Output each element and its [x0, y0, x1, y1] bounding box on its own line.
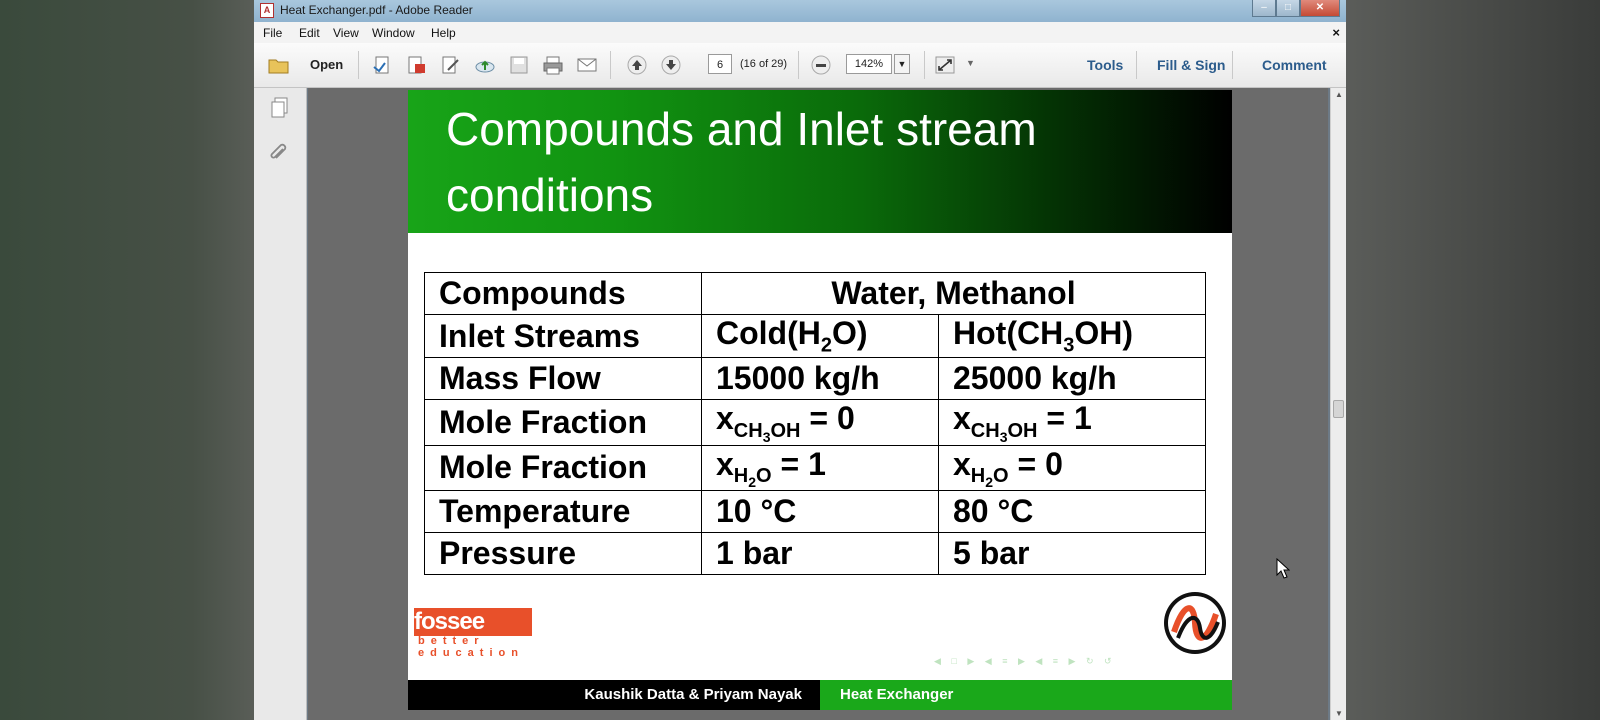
table-row: Pressure 1 bar 5 bar — [425, 533, 1206, 575]
zoom-dropdown-icon[interactable]: ▼ — [894, 54, 910, 74]
zoom-level-input[interactable]: 142% — [846, 54, 892, 74]
fit-page-icon[interactable] — [934, 55, 956, 75]
next-page-icon[interactable] — [660, 55, 682, 75]
email-icon[interactable] — [576, 55, 598, 75]
slide-title: Compounds and Inlet stream conditions — [446, 103, 1037, 221]
customize-toolbar-icon[interactable]: ▼ — [966, 58, 975, 68]
fossee-logo: fossee better education — [414, 608, 534, 660]
vertical-scrollbar[interactable] — [1330, 88, 1346, 720]
adobe-reader-window — [254, 0, 1346, 720]
comment-link[interactable]: Comment — [1262, 57, 1327, 73]
page-number-input[interactable]: 6 — [708, 54, 732, 74]
previous-page-icon[interactable] — [626, 55, 648, 75]
save-icon[interactable] — [508, 55, 530, 75]
export-pdf-icon[interactable] — [406, 55, 428, 75]
navigation-panel — [254, 88, 307, 720]
minimize-button[interactable]: – — [1252, 0, 1276, 17]
table-row: Mass Flow 15000 kg/h 25000 kg/h — [425, 358, 1206, 400]
maximize-button[interactable]: □ — [1276, 0, 1300, 17]
title-bar — [254, 0, 1346, 22]
fill-and-sign-link[interactable]: Fill & Sign — [1157, 57, 1226, 73]
cloud-upload-icon[interactable] — [474, 55, 496, 75]
table-row: Compounds Water, Methanol — [425, 273, 1206, 315]
zoom-out-icon[interactable] — [810, 55, 832, 75]
tools-link[interactable]: Tools — [1087, 57, 1124, 73]
inlet-conditions-table — [424, 272, 1206, 575]
footer-topic: Heat Exchanger — [820, 680, 1232, 710]
page-thumbnails-icon[interactable] — [268, 96, 292, 120]
window-title: Heat Exchanger.pdf - Adobe Reader — [280, 3, 473, 17]
menu-window[interactable]: Window — [372, 26, 415, 40]
create-pdf-icon[interactable] — [372, 55, 394, 75]
close-document-icon[interactable]: × — [1332, 25, 1340, 40]
mouse-cursor-icon — [1276, 558, 1290, 580]
open-button[interactable]: Open — [310, 57, 344, 72]
pdf-app-icon: A — [260, 3, 274, 18]
menu-help[interactable]: Help — [431, 26, 456, 40]
table-row: Inlet Streams $Cold(H_2O)$ $Hot(CH_3OH)$ — [425, 315, 1206, 358]
scroll-thumb[interactable] — [1333, 400, 1344, 418]
beamer-navigation-icons[interactable]: ◀ □ ▶ ◀ ≡ ▶ ◀ ≡ ▶ ↻ ↺ — [934, 656, 1116, 666]
attachments-icon[interactable] — [268, 140, 292, 164]
close-window-button[interactable]: ✕ — [1300, 0, 1340, 17]
scroll-up-icon[interactable]: ▲ — [1335, 90, 1343, 99]
table-row: Mole Fraction $x_{H_2O} = 1$ $x_{H_2O} = 0$ — [425, 445, 1206, 490]
table-row: Temperature 10 °C 80 °C — [425, 491, 1206, 533]
footer-authors: Kaushik Datta & Priyam Nayak — [408, 680, 820, 710]
edit-pdf-icon[interactable] — [440, 55, 462, 75]
pdf-page — [408, 90, 1232, 710]
menu-bar — [254, 22, 1346, 44]
slide-header — [408, 90, 1232, 233]
iit-bombay-logo — [1164, 592, 1226, 654]
print-icon[interactable] — [542, 55, 564, 75]
open-folder-icon[interactable] — [268, 55, 290, 75]
page-count: (16 of 29) — [740, 58, 788, 70]
menu-view[interactable]: View — [333, 26, 359, 40]
toolbar — [254, 43, 1346, 88]
menu-edit[interactable]: Edit — [299, 26, 320, 40]
table-row: Mole Fraction $x_{CH_3OH} = 0$ $x_{CH_3OH} = 1$ — [425, 400, 1206, 445]
slide-footer — [408, 680, 1232, 710]
menu-file[interactable]: File — [263, 26, 283, 40]
scroll-down-icon[interactable]: ▼ — [1335, 709, 1343, 718]
